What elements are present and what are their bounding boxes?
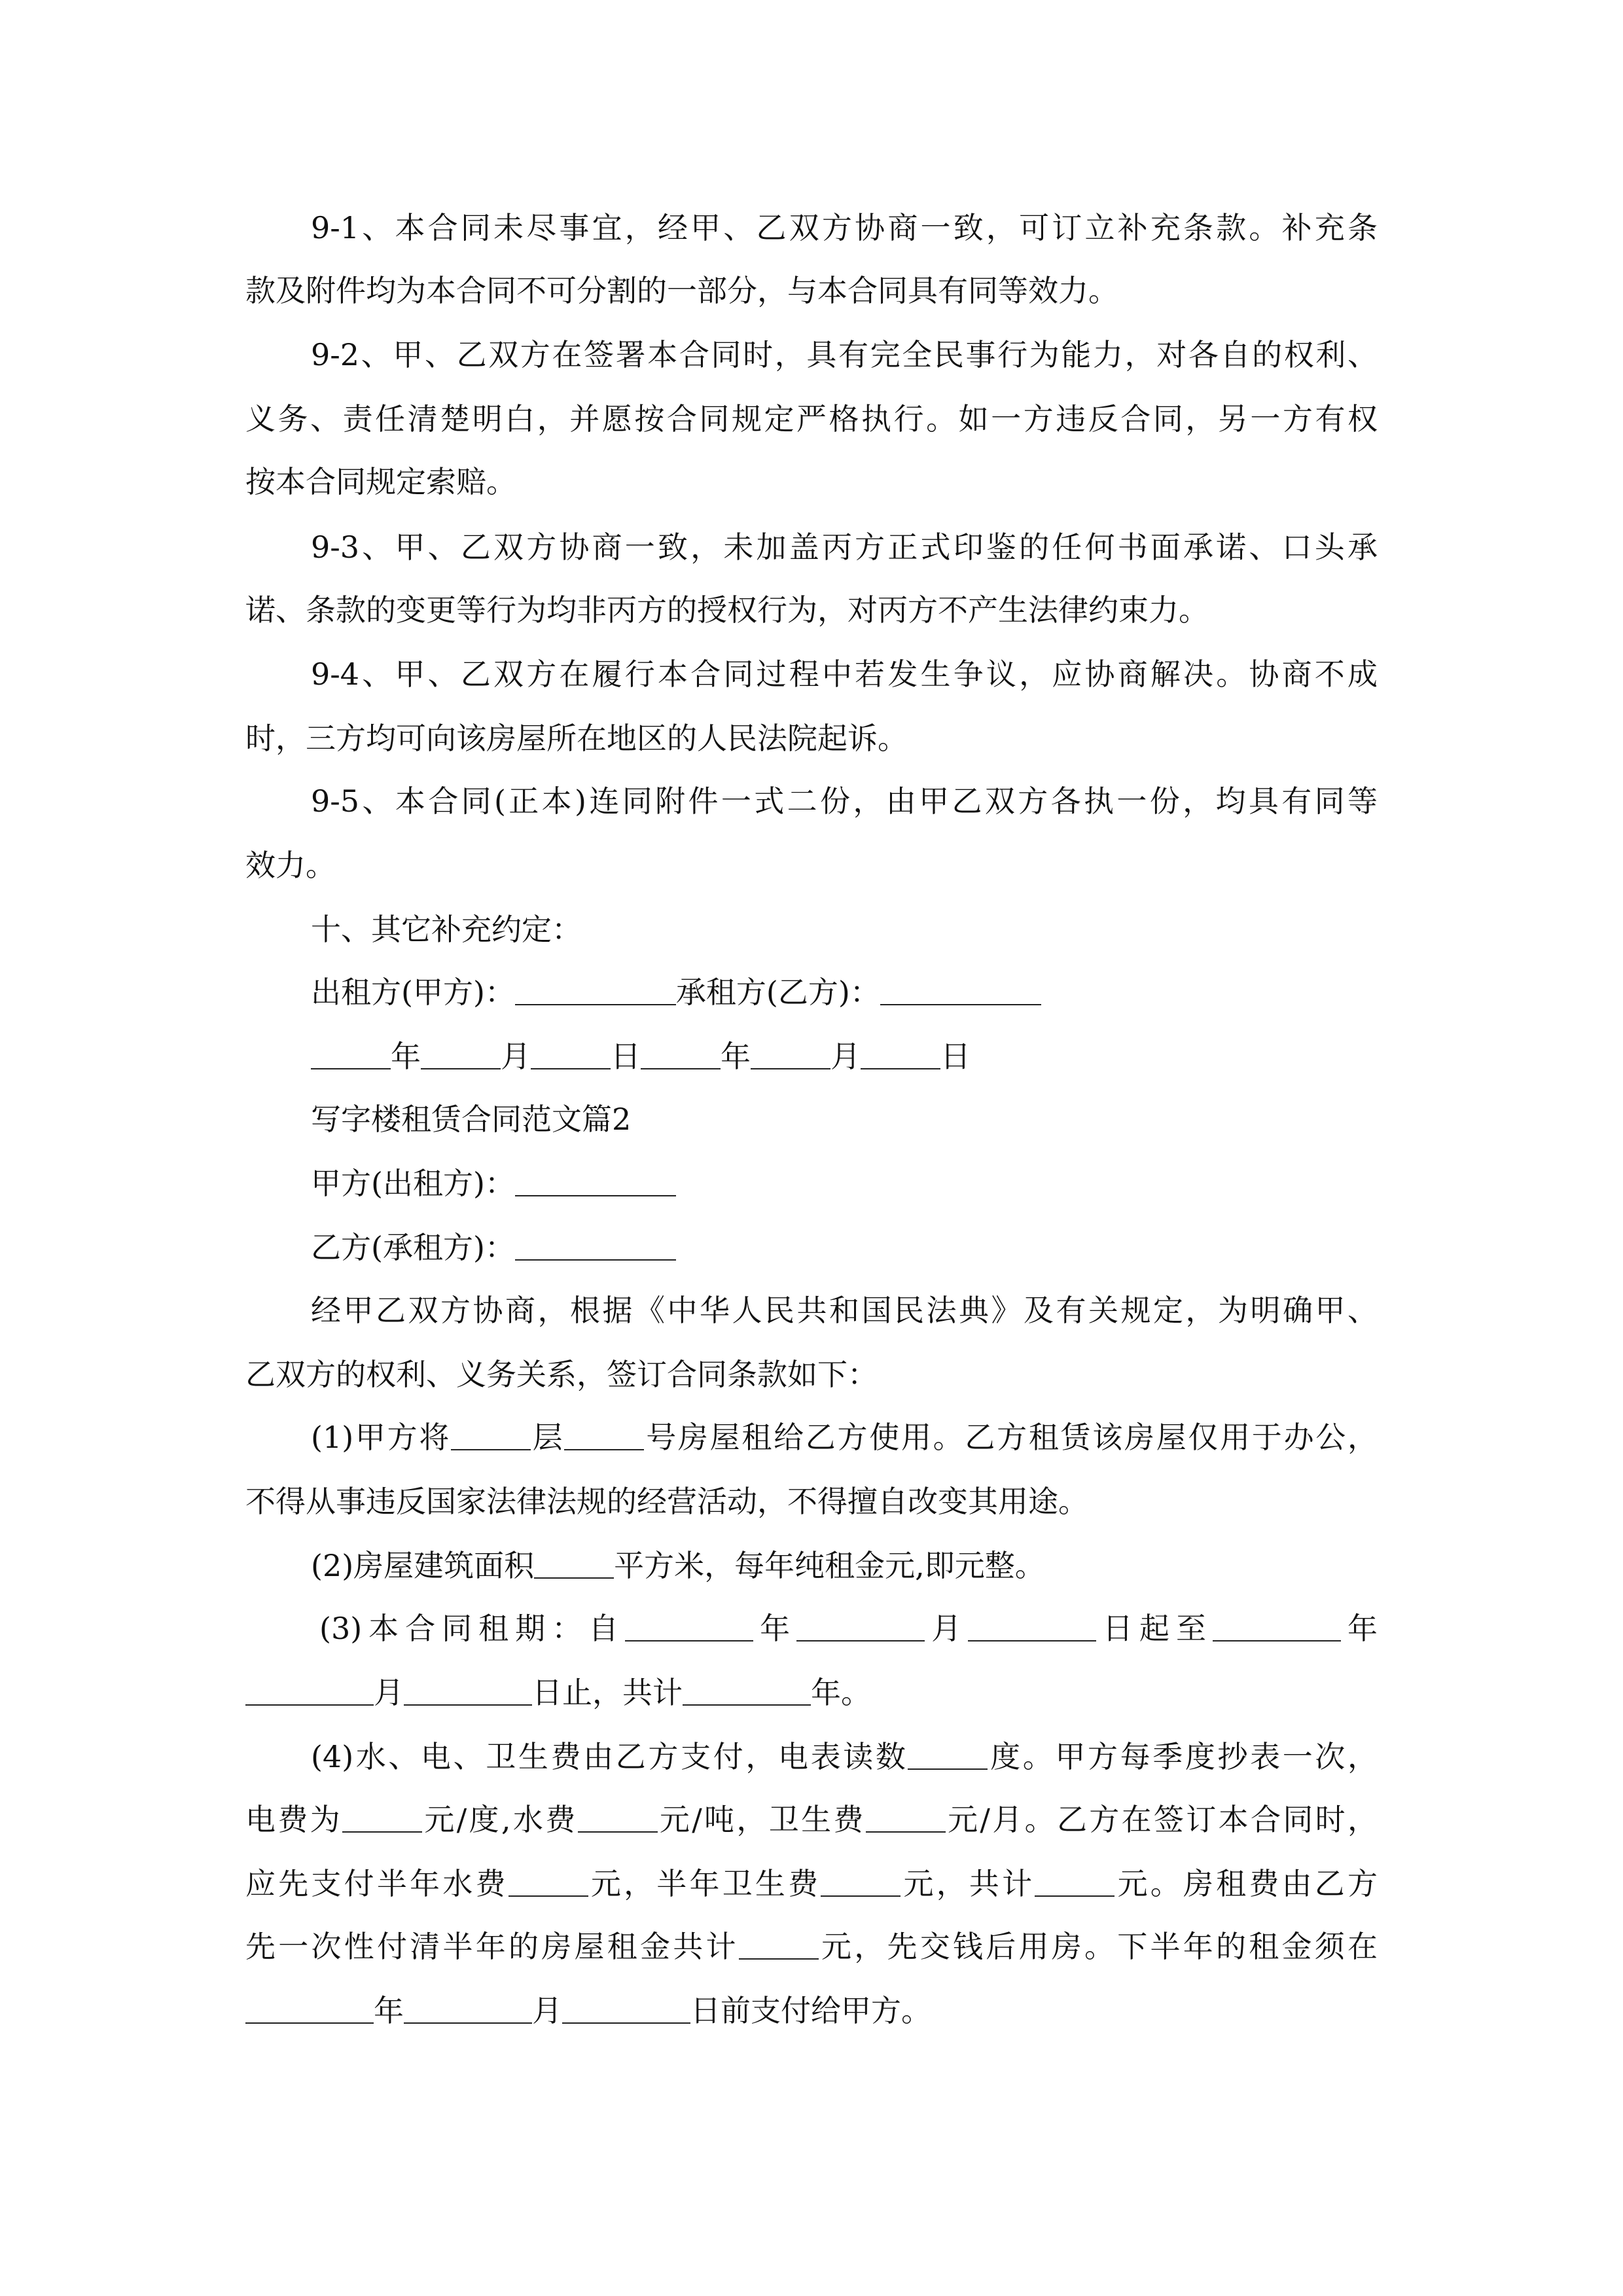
- start-day-blank[interactable]: [968, 1611, 1096, 1641]
- date-blank[interactable]: [421, 1039, 501, 1069]
- total-fee-blank[interactable]: [1035, 1867, 1115, 1897]
- clause-4-line-2: [245, 1800, 1378, 1839]
- start-month-blank[interactable]: [796, 1611, 925, 1641]
- clause-3-text: 年: [753, 1611, 797, 1646]
- clause-3-text: 日起至: [1096, 1611, 1213, 1646]
- clause-1-line-1: [311, 1418, 1378, 1457]
- end-month-blank[interactable]: [245, 1676, 374, 1706]
- half-year-rent-blank[interactable]: [739, 1929, 819, 1960]
- electricity-rate-blank[interactable]: [342, 1803, 422, 1833]
- paragraph-9-4-line-1: 9-4、甲、乙双方在履行本合同过程中若发生争议，应协商解决。协商不成: [311, 656, 1378, 692]
- clause-3-line-2: [245, 1673, 871, 1712]
- intro-line-1: 经甲乙双方协商，根据《中华人民共和国民法典》及有关规定，为明确甲、: [311, 1293, 1378, 1328]
- clause-4-text: 日前支付给甲方。: [690, 1993, 931, 2028]
- paragraph-9-5-line-1: 9-5、本合同(正本)连同附件一式二份，由甲乙双方各执一份，均具有同等: [311, 783, 1378, 819]
- paragraph-9-2-line-2: 义务、责任清楚明白，并愿按合同规定严格执行。如一方违反合同，另一方有权: [245, 401, 1378, 437]
- day-unit: 日: [940, 1039, 971, 1074]
- clause-4-text: 元/月。乙方在签订本合同时，: [945, 1802, 1378, 1837]
- clause-4-text: 年: [374, 1993, 404, 2028]
- date-blank[interactable]: [531, 1039, 611, 1069]
- paragraph-9-3-line-2: 诺、条款的变更等行为均非丙方的授权行为，对丙方不产生法律约束力。: [245, 592, 1209, 628]
- clause-3-text: 月: [925, 1611, 969, 1646]
- intro-line-2: 乙双方的权利、义务关系，签订合同条款如下：: [245, 1357, 878, 1392]
- party-a-line: [311, 1164, 676, 1203]
- date-blank[interactable]: [641, 1039, 721, 1069]
- clause-4-text: 元/吨，卫生费: [657, 1802, 866, 1837]
- clause-4-text: 元，半年卫生费: [588, 1866, 821, 1901]
- lessee-blank[interactable]: [880, 975, 1041, 1005]
- clause-3-text: 月: [374, 1675, 404, 1710]
- clause-3-text: (3)本合同租期：自: [319, 1611, 626, 1646]
- clause-2-text: 平方米，每年纯租金元,即元整。: [614, 1548, 1045, 1583]
- area-blank[interactable]: [534, 1549, 614, 1579]
- start-year-blank[interactable]: [625, 1611, 753, 1641]
- clause-4-line-4: [245, 1927, 1378, 1966]
- half-year-water-blank[interactable]: [508, 1867, 588, 1897]
- clause-1-text: 层: [531, 1420, 565, 1455]
- due-day-blank[interactable]: [562, 1994, 690, 2024]
- clause-1-line-2: 不得从事违反国家法律法规的经营活动，不得擅自改变其用途。: [245, 1484, 1088, 1519]
- section-10-heading: 十、其它补充约定：: [311, 912, 582, 947]
- clause-1-text: (1)甲方将: [311, 1420, 452, 1455]
- clause-4-text: 电费为: [245, 1802, 343, 1837]
- room-blank[interactable]: [564, 1420, 644, 1450]
- clause-3-text: 日止，共计: [532, 1675, 683, 1710]
- date-blank[interactable]: [751, 1039, 830, 1069]
- clause-3-text: 年。: [811, 1675, 871, 1710]
- clause-4-text: 元/度,水费: [422, 1802, 578, 1837]
- clause-4-text: 应先支付半年水费: [245, 1866, 508, 1901]
- lessor-label: 出租方(甲方)：: [311, 975, 515, 1010]
- paragraph-9-5-line-2: 效力。: [245, 848, 336, 883]
- paragraph-9-4-line-2: 时，三方均可向该房屋所在地区的人民法院起诉。: [245, 721, 908, 756]
- lessor-blank[interactable]: [515, 975, 676, 1005]
- paragraph-9-2-line-3: 按本合同规定索赔。: [245, 464, 516, 499]
- clause-3-text: 年: [1341, 1611, 1378, 1646]
- clause-4-text: 月: [532, 1993, 562, 2028]
- year-unit: 年: [391, 1039, 421, 1074]
- clause-2-line: [311, 1546, 1045, 1585]
- due-year-blank[interactable]: [245, 1994, 374, 2024]
- clause-4-text: 先一次性付清半年的房屋租金共计: [245, 1929, 739, 1964]
- month-unit: 月: [501, 1039, 531, 1074]
- clause-4-text: 元。房租费由乙方: [1115, 1866, 1378, 1901]
- party-a-label: 甲方(出租方)：: [311, 1166, 515, 1201]
- total-years-blank[interactable]: [683, 1676, 811, 1706]
- party-b-line: [311, 1228, 676, 1267]
- end-day-blank[interactable]: [404, 1676, 532, 1706]
- clause-4-text: (4)水、电、卫生费由乙方支付，电表读数: [311, 1739, 908, 1774]
- year-unit: 年: [721, 1039, 751, 1074]
- clause-3-line-1: [319, 1609, 1378, 1648]
- month-unit: 月: [830, 1039, 861, 1074]
- date-blank[interactable]: [861, 1039, 940, 1069]
- clause-4-line-5: [245, 1991, 931, 2030]
- sanitation-fee-blank[interactable]: [866, 1803, 946, 1833]
- day-unit: 日: [611, 1039, 641, 1074]
- clause-4-line-3: [245, 1864, 1378, 1903]
- meter-reading-blank[interactable]: [908, 1740, 988, 1770]
- water-rate-blank[interactable]: [578, 1803, 658, 1833]
- paragraph-9-2-line-1: 9-2、甲、乙双方在签署本合同时，具有完全民事行为能力，对各自的权利、: [311, 337, 1378, 372]
- lessee-label: 承租方(乙方)：: [675, 975, 880, 1010]
- floor-blank[interactable]: [451, 1420, 531, 1450]
- party-b-blank[interactable]: [515, 1230, 676, 1261]
- end-year-blank[interactable]: [1213, 1611, 1341, 1641]
- signature-date-line: [311, 1037, 971, 1076]
- clause-4-text: 元，先交钱后用房。下半年的租金须在: [818, 1929, 1378, 1964]
- half-year-sanitation-blank[interactable]: [821, 1867, 901, 1897]
- clause-1-text: 号房屋租给乙方使用。乙方租赁该房屋仅用于办公，: [644, 1420, 1378, 1455]
- contract-2-title: 写字楼租赁合同范文篇2: [311, 1102, 632, 1137]
- clause-4-line-1: [311, 1737, 1378, 1776]
- paragraph-9-3-line-1: 9-3、甲、乙双方协商一致，未加盖丙方正式印鉴的任何书面承诺、口头承: [311, 529, 1378, 565]
- paragraph-9-1-line-2: 款及附件均为本合同不可分割的一部分，与本合同具有同等效力。: [245, 273, 1118, 308]
- party-a-blank[interactable]: [515, 1166, 676, 1196]
- date-blank[interactable]: [311, 1039, 391, 1069]
- party-b-label: 乙方(承租方)：: [311, 1230, 515, 1265]
- clause-4-text: 度。甲方每季度抄表一次，: [988, 1739, 1378, 1774]
- due-month-blank[interactable]: [404, 1994, 532, 2024]
- clause-2-text: (2)房屋建筑面积: [311, 1548, 535, 1583]
- clause-4-text: 元，共计: [901, 1866, 1035, 1901]
- paragraph-9-1-line-1: 9-1、本合同未尽事宜，经甲、乙双方协商一致，可订立补充条款。补充条: [311, 210, 1378, 245]
- signature-line: [311, 973, 1041, 1012]
